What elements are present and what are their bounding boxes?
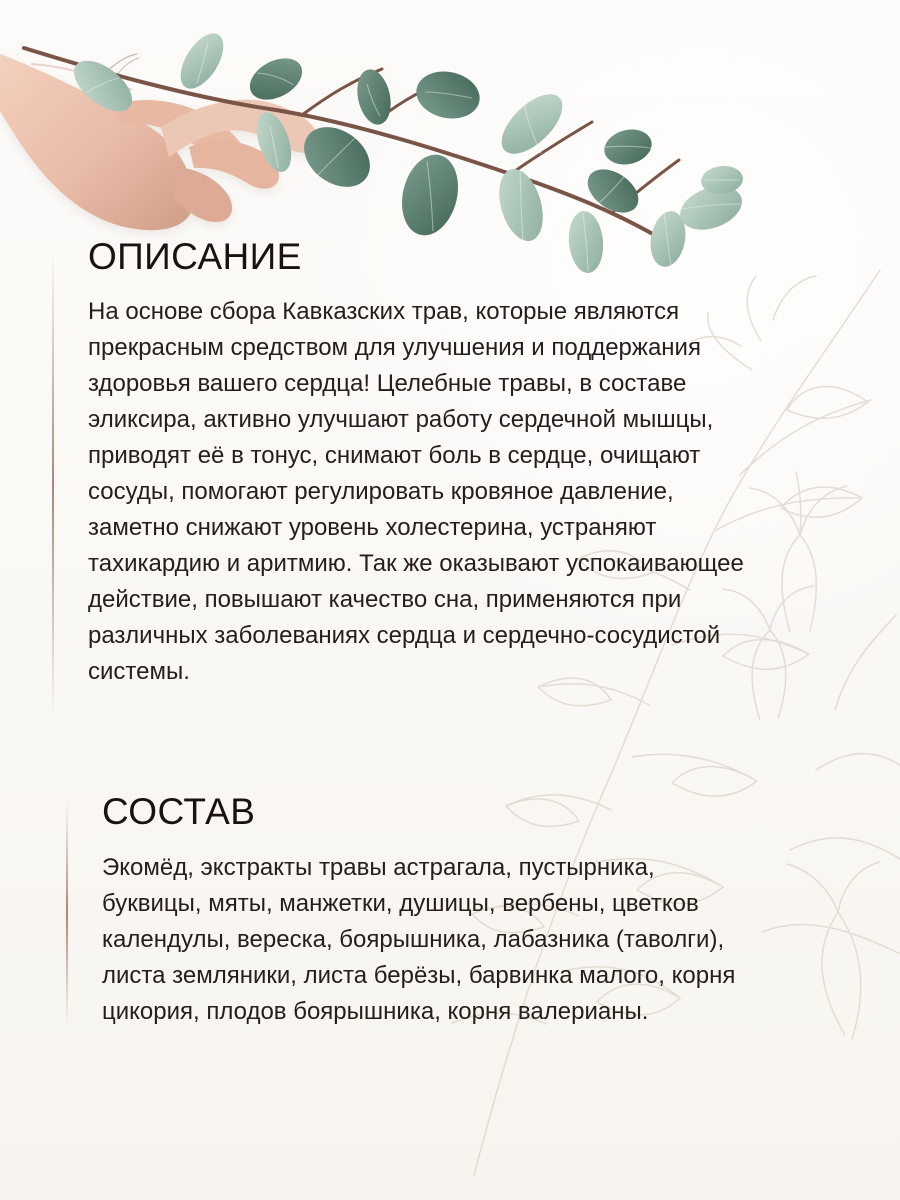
composition-title: СОСТАВ [102,791,256,832]
composition-accent-line [66,802,68,1024]
composition-text: Экомёд, экстракты травы астрагала, пустырника, буквицы, мяты, манжетки, душицы, вербены, цветков календулы, вереска, боярышника, лабазника (таволги), листа земляники, листа берёзы, барвинка малого, корня цикория, плодов боярышника, корня валерианы. [102,853,736,1025]
description-text: На основе сбора Кавказских трав, которые являются прекрасным средством для улучшения и поддержания здоровья вашего сердца! Целебные травы, в составе эликсира, активно улучшают работу сердечной мышцы, приводят её в тонус, снимают боль в сердце, очищают сосуды, помогают регулировать кровяное давление, заметно снижают уровень холестерина, устраняют тахикардию и аритмию. Так же оказывают успокаивающее действие, повышают качество сна, применяются при различных заболеваниях сердца и сердечно-сосудистой системы. [88,297,744,685]
description-title: ОПИСАНИЕ [88,236,302,277]
description-accent-line [52,251,54,721]
composition-section [102,792,837,1030]
description-section [88,237,848,690]
